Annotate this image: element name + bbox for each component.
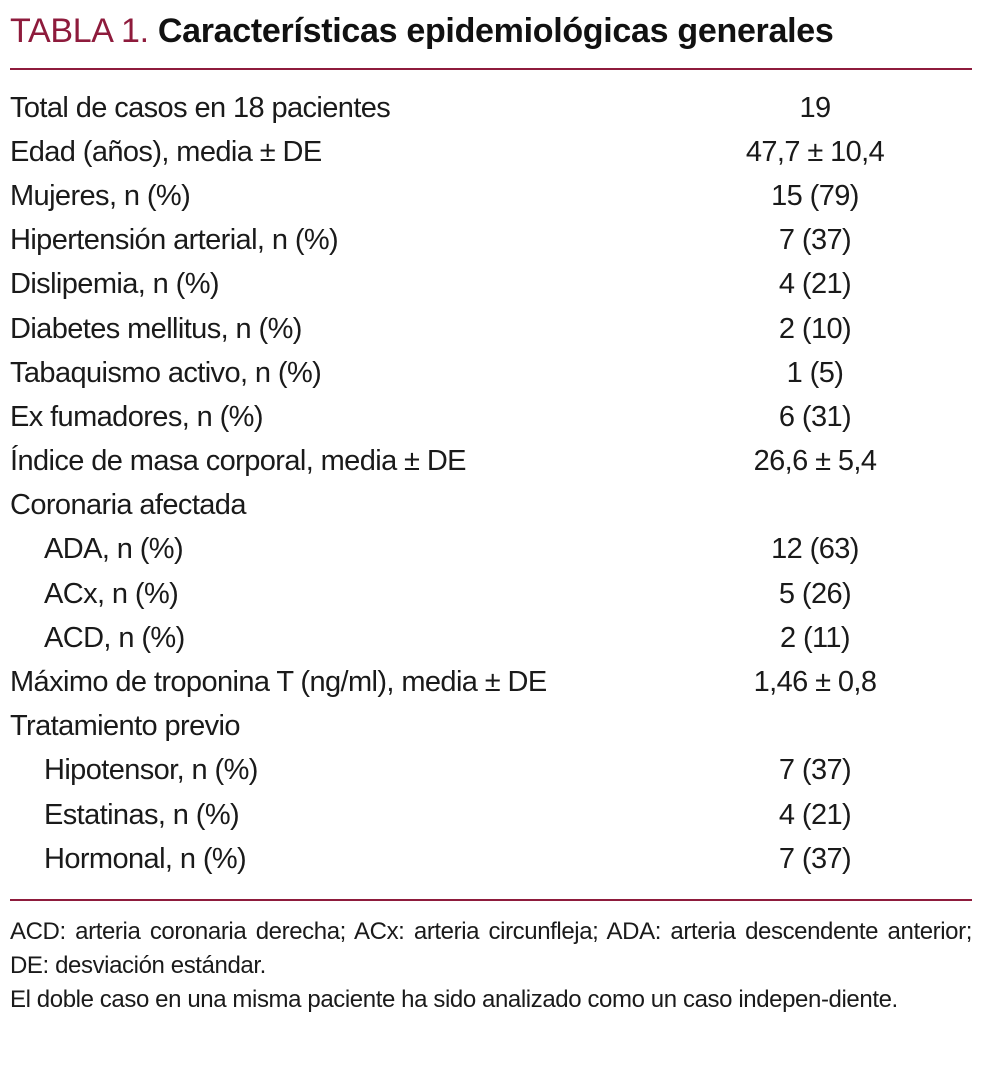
table-row [10, 307, 972, 351]
row-value: 7 (37) [778, 224, 852, 257]
row-label: Estatinas, n (%) [44, 798, 240, 831]
row-value: 15 (79) [771, 179, 859, 212]
row-value: 4 (21) [778, 268, 852, 301]
table-row [10, 219, 972, 263]
row-label: Hormonal, n (%) [44, 842, 247, 875]
row-label: Ex fumadores, n (%) [10, 400, 263, 433]
table-row [10, 572, 972, 616]
table-footnotes [10, 915, 972, 1017]
table-row [10, 793, 972, 837]
row-label: Edad (años), media ± DE [10, 135, 322, 168]
row-value: 6 (31) [778, 400, 852, 433]
row-value: 7 (37) [778, 842, 852, 875]
row-value: 5 (26) [778, 577, 852, 610]
table-row [10, 130, 972, 174]
table-row [10, 86, 972, 130]
table-label: TABLA 1. [10, 12, 149, 50]
table-row [10, 837, 972, 881]
table-row [10, 351, 972, 395]
section-label: Tratamiento previo [10, 710, 240, 743]
row-label: Total de casos en 18 pacientes [10, 91, 391, 124]
bottom-rule [10, 899, 972, 901]
row-label: Hipotensor, n (%) [44, 754, 258, 787]
data-table [10, 86, 972, 881]
row-label: Tabaquismo activo, n (%) [10, 356, 322, 389]
table-row [10, 749, 972, 793]
row-label: Máximo de troponina T (ng/ml), media ± DE [10, 666, 547, 699]
row-value: 1,46 ± 0,8 [753, 666, 877, 699]
table-row [10, 660, 972, 704]
row-value: 1 (5) [786, 356, 844, 389]
row-label: Dislipemia, n (%) [10, 268, 219, 301]
row-label: Hipertensión arterial, n (%) [10, 224, 339, 257]
table-section-row [10, 484, 972, 528]
table-row [10, 440, 972, 484]
row-value: 26,6 ± 5,4 [753, 445, 877, 478]
table-heading: Características epidemiológicas generales [157, 12, 834, 50]
table-row [10, 395, 972, 439]
row-value: 47,7 ± 10,4 [745, 135, 885, 168]
table-row [10, 528, 972, 572]
row-value: 19 [799, 91, 831, 124]
row-label: Mujeres, n (%) [10, 179, 191, 212]
table-title [10, 0, 972, 62]
footnote-note: El doble caso en una misma paciente ha sido analizado como un caso indepen-diente. [10, 986, 898, 1014]
top-rule [10, 68, 972, 70]
footnote-abbreviations: ACD: arteria coronaria derecha; ACx: arteria circunfleja; ADA: arteria descendente anterior; DE: desviación estándar. [10, 918, 972, 980]
row-label: ADA, n (%) [44, 533, 184, 566]
table-row [10, 616, 972, 660]
row-label: ACx, n (%) [44, 577, 179, 610]
row-label: Índice de masa corporal, media ± DE [10, 445, 466, 478]
table-row [10, 174, 972, 218]
table-row [10, 263, 972, 307]
row-value: 2 (11) [779, 621, 850, 654]
row-value: 4 (21) [778, 798, 852, 831]
table-page [10, 0, 972, 1017]
section-label: Coronaria afectada [10, 489, 246, 522]
row-value: 2 (10) [778, 312, 852, 345]
row-label: ACD, n (%) [44, 621, 185, 654]
row-value: 7 (37) [778, 754, 852, 787]
table-section-row [10, 705, 972, 749]
row-value: 12 (63) [771, 533, 859, 566]
row-label: Diabetes mellitus, n (%) [10, 312, 302, 345]
